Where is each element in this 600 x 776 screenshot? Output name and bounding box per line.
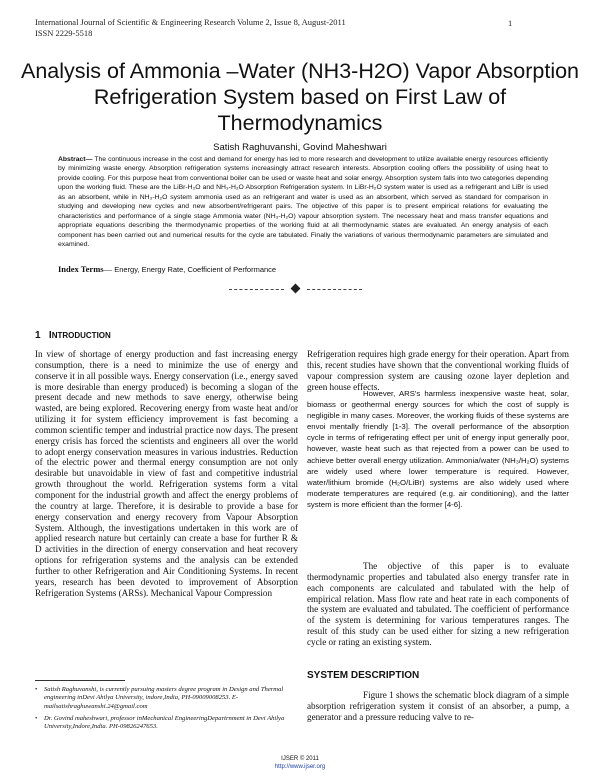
right-column-objective bbox=[307, 561, 569, 648]
issn: ISSN 2229-5518 bbox=[35, 28, 93, 38]
abstract-text: The continuous increase in the cost and demand for energy has led to more research and development to utilize available energy resources efficiently by minimizing waste energy. Absorption refrigeration systems increasingly attract research interests. Absorption cooling offers the possibility of using heat to provide cooling. For this purpose heat from conventional boiler can be used or waste heat and solar energy. Absorption system falls into two categories depending upon the working fluid. These are the LiBr-H₂O and NH₃-H₂O Absorption Refrigeration system. In LiBr-H₂O system water is used as a refrigerant and LiBr is used as an absorbent, while in NH₃-H₂O system ammonia used as an refrigerant and water is used as an absorbent, which served as standard for comparison in studying and developing new cycles and new absorbent/refrigerant pairs. The objective of this paper is to present empirical relations for evaluating the characteristics and performance of a single stage Ammonia water (NH₃-H₂O) vapour absorption system. The necessary heat and mass transfer equations and appropriate equations describing the thermodynamic properties of the working fluid at all thermodynamic states are evaluated. An energy analysis of each component has been carried out and numerical results for the cycle are tabulated. Finally the variations of various thermodynamic parameters are simulated and examined. bbox=[58, 156, 549, 249]
paper-title: Analysis of Ammonia –Water (NH3-H2O) Vapor Absorption Refrigeration System based on First Law of Thermodynamics bbox=[20, 59, 580, 135]
section-1-number: 1 bbox=[35, 330, 41, 341]
abstract-label: Abstract— bbox=[58, 156, 93, 163]
divider-diamond-icon bbox=[291, 284, 301, 294]
footnote-1-text: Satish Raghuvanshi, is currently pursuing masters degree program in Design and Thermal engineering inDevi Ahilya University, indore,India, PH-09009008253. E-mailsatishraghuwanshi.24@gmail.com bbox=[44, 686, 284, 710]
divider-left bbox=[229, 289, 284, 291]
section-2-heading: SYSTEM DESCRIPTION bbox=[307, 670, 420, 681]
left-column bbox=[35, 349, 298, 598]
footnote-2-text: Dr. Govind maheshwari, professor inMechanical EngineeringDepartrnment in Devi Ahilya University,Indore,India. PH-09826247653. bbox=[44, 715, 285, 731]
footnote-rule bbox=[35, 680, 125, 681]
footnote-1-bullet: • bbox=[35, 686, 38, 693]
footer-url-link[interactable]: http://www.ijser.org bbox=[274, 764, 326, 770]
right-column-middle bbox=[307, 388, 569, 510]
abstract bbox=[58, 155, 548, 250]
index-terms-value: Energy, Energy Rate, Coefficient of Performance bbox=[114, 265, 277, 274]
right-column-top bbox=[307, 349, 569, 392]
authors: Satish Raghuvanshi, Govind Maheshwari bbox=[213, 142, 387, 153]
intro-paragraph-left: In view of shortage of energy production and fast increasing energy consumption, there is a need to minimize the use of energy and conserve it in all possible ways. Energy conservation (i.e., energy saved is more desirable than energy produced) is becoming a slogan of the present decade and new methods to save energy, otherwise being wasted, are being explored. Recovering energy from waste heat and/or utilizing it for system efficiency improvement is fast becoming a common scientific temper and industrial practice now days. The present energy crisis has forced the scientists and engineers all over the world to adopt energy conservation measures in various industries. Reduction of the electric power and thermal energy consumption are not only desirable but unavoidable in view of fast and competitive industrial growth throughout the world. Refrigeration systems form a vital component for the industrial growth and affect the energy problems of the country at large. Therefore, it is desirable to provide a base for energy conservation and energy recovery from Vapour Absorption System. Although, the investigations undertaken in this work are of applied research nature but certainly can create a base for further R & D activities in the direction of energy conservation and heat recovery options for refrigeration systems and the analysis can be extended further to other Refrigeration and Air Conditioning Systems. In recent years, research has been devoted to improvement of Absorption Refrigeration Systems (ARSs). Mechanical Vapour Compression bbox=[35, 349, 298, 598]
footnote-1 bbox=[35, 686, 300, 711]
footnote-2-bullet: • bbox=[35, 715, 38, 722]
section-1-title-initial: I bbox=[48, 330, 52, 341]
index-terms-dash: — bbox=[103, 264, 113, 274]
page-number: 1 bbox=[508, 18, 513, 28]
right-column-system-description bbox=[307, 690, 569, 723]
journal-header: International Journal of Scientific & Engineering Research Volume 2, Issue 8, August-2011 bbox=[35, 17, 346, 27]
intro-paragraph-right-2: However, ARS's harmless inexpensive waste heat, solar, biomass or geothermal energy sources for which the cost of supply is negligible in many cases. Moreover, the working fluids of these systems are envoi mentally friendly [1-3]. The overall performance of the absorption cycle in terms of refrigerating effect per unit of energy input generally poor, however, waste heat such as that rejected from a power can be used to achieve better overall energy utilization. Ammonia/water (NH₃/H₂O) systems are widely used where lower temperature is required. However, water/lithium bromide (H₂O/LiBr) systems are also widely used where moderate temperatures are required (e.g. air conditioning), and the latter system is more efficient than the former [4-6]. bbox=[307, 389, 569, 509]
intro-paragraph-right-1: Refrigeration requires high grade energy for their operation. Apart from this, recent studies have shown that the conventional working fluids of vapour compression system are causing ozone layer depletion and green house effects. bbox=[307, 349, 569, 392]
footer-copyright: IJSER © 2011 bbox=[281, 756, 319, 762]
section-1-title-rest: NTRODUCTION bbox=[51, 331, 111, 340]
section-1-heading bbox=[35, 330, 111, 341]
system-description-paragraph: Figure 1 shows the schematic block diagram of a simple absorption refrigeration system it consist of an absorber, a pump, a generator and a pressure reducing valve to re- bbox=[307, 690, 569, 722]
footnote-2 bbox=[35, 715, 300, 732]
divider-right bbox=[307, 289, 362, 291]
intro-paragraph-right-3: The objective of this paper is to evaluate thermodynamic properties and tabulated also energy transfer rate in each components are calculated and tabulated with the help of empirical relation. Mass flow rate and heat rate in each components of the system are evaluated and tabulated. The coefficient of performance of the system is determining for various temperatures ranges. The result of this study can be used either for sizing a new refrigeration cycle or rating an existing system. bbox=[307, 561, 569, 647]
index-terms-label: Index Terms bbox=[58, 264, 104, 274]
index-terms bbox=[58, 264, 276, 274]
